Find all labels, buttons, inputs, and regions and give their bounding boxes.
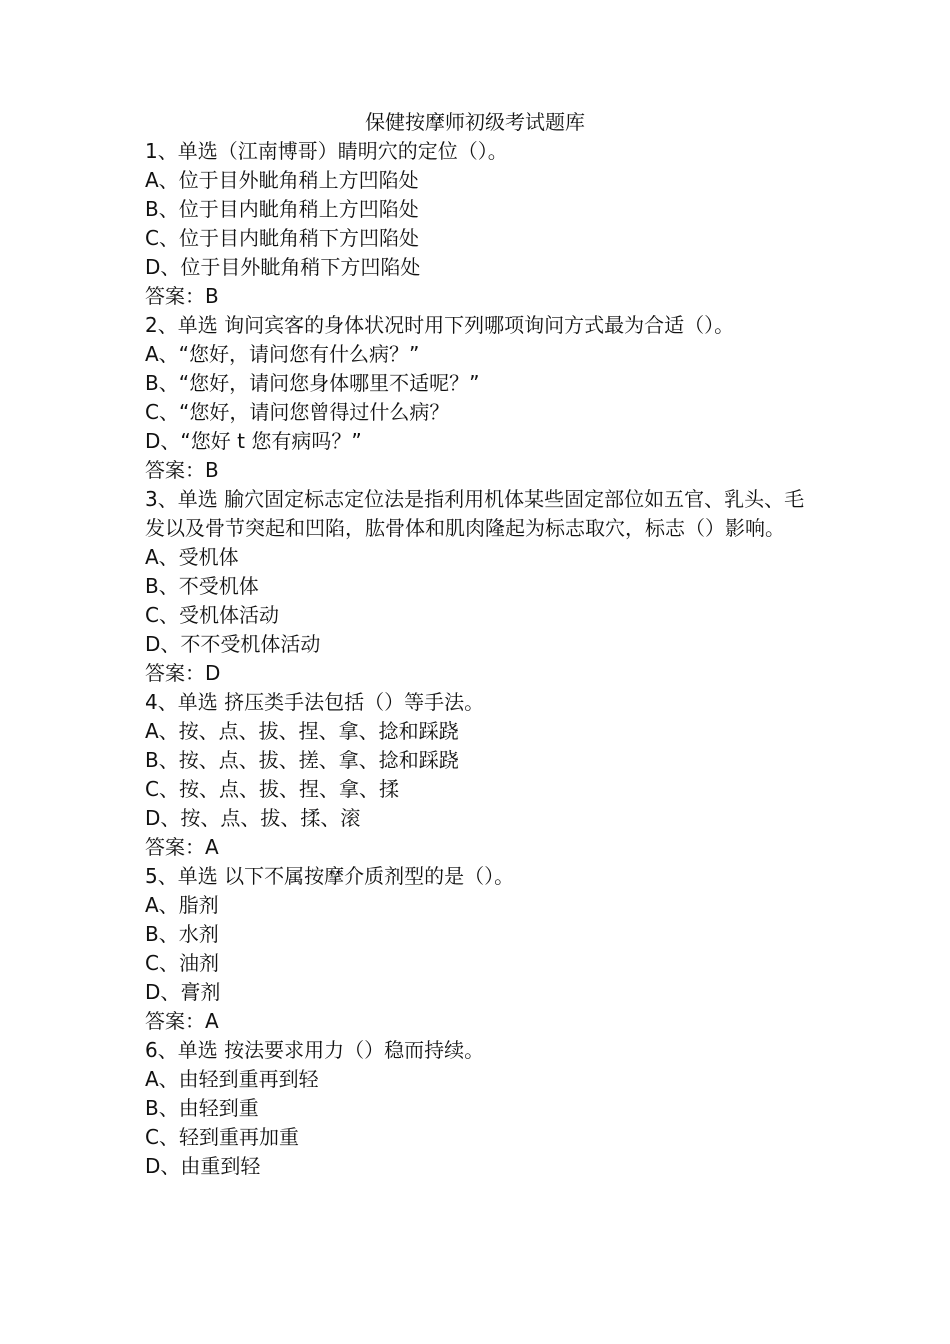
answer-text: 答案：A: [145, 835, 219, 859]
option-c: C、油剂: [145, 951, 219, 975]
option-a: A、位于目外眦角稍上方凹陷处: [145, 168, 419, 192]
answer-text: 答案：B: [145, 458, 219, 482]
document-title: 保健按摩师初级考试题库: [365, 110, 585, 134]
option-d: D、膏剂: [145, 980, 221, 1004]
option-a: A、受机体: [145, 545, 239, 569]
option-a: A、由轻到重再到轻: [145, 1067, 319, 1091]
option-a: A、“您好，请问您有什么病？”: [145, 342, 420, 366]
option-b: B、由轻到重: [145, 1096, 259, 1120]
option-c: C、受机体活动: [145, 603, 279, 627]
option-b: B、不受机体: [145, 574, 259, 598]
option-b: B、“您好，请问您身体哪里不适呢？”: [145, 371, 480, 395]
question-block-5: [145, 862, 815, 1036]
option-d: D、由重到轻: [145, 1154, 261, 1178]
question-text: 1、单选（江南博哥）睛明穴的定位（）。: [145, 139, 508, 163]
question-block-6: [145, 1036, 815, 1181]
option-c: C、位于目内眦角稍下方凹陷处: [145, 226, 419, 250]
answer-text: 答案：B: [145, 284, 219, 308]
option-a: A、按、点、拔、捏、拿、捻和踩跷: [145, 719, 459, 743]
answer-text: 答案：D: [145, 661, 221, 685]
option-c: C、轻到重再加重: [145, 1125, 299, 1149]
question-text: 4、单选 挤压类手法包括（）等手法。: [145, 690, 485, 714]
question-block-4: [145, 688, 815, 862]
question-text: 3、单选 腧穴固定标志定位法是指利用机体某些固定部位如五官、乳头、毛发以及骨节突起和凹陷，肱骨体和肌肉隆起为标志取穴，标志（）影响。: [145, 487, 805, 540]
question-text: 6、单选 按法要求用力（）稳而持续。: [145, 1038, 485, 1062]
question-block-3: [145, 485, 815, 688]
option-b: B、位于目内眦角稍上方凹陷处: [145, 197, 419, 221]
question-list: [145, 137, 815, 1181]
option-d: D、不不受机体活动: [145, 632, 321, 656]
question-text: 5、单选 以下不属按摩介质剂型的是（）。: [145, 864, 515, 888]
option-b: B、水剂: [145, 922, 219, 946]
option-c: C、按、点、拔、捏、拿、揉: [145, 777, 399, 801]
option-d: D、按、点、拔、揉、滚: [145, 806, 361, 830]
option-d: D、“您好 t 您有病吗？”: [145, 429, 362, 453]
option-a: A、脂剂: [145, 893, 219, 917]
option-c: C、“您好，请问您曾得过什么病？: [145, 400, 450, 424]
option-d: D、位于目外眦角稍下方凹陷处: [145, 255, 421, 279]
question-text: 2、单选 询问宾客的身体状况时用下列哪项询问方式最为合适（）。: [145, 313, 735, 337]
option-b: B、按、点、拔、搓、拿、捻和踩跷: [145, 748, 459, 772]
question-block-2: [145, 311, 815, 485]
answer-text: 答案：A: [145, 1009, 219, 1033]
question-block-1: [145, 137, 815, 311]
